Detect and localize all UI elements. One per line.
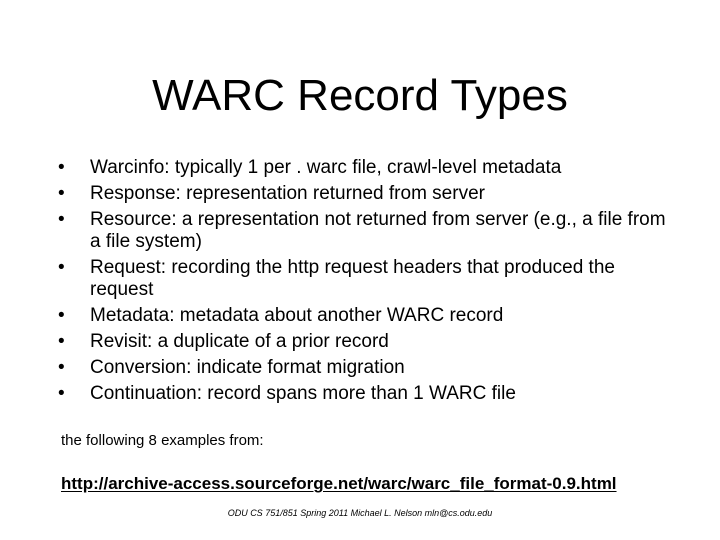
source-note: the following 8 examples from: <box>61 432 264 449</box>
list-item <box>58 331 668 353</box>
list-item <box>58 183 668 205</box>
bullet-icon: • <box>58 357 65 378</box>
slide-title: WARC Record Types <box>152 71 568 120</box>
bullet-list <box>58 157 668 409</box>
list-item <box>58 257 668 301</box>
bullet-icon: • <box>58 305 65 326</box>
bullet-icon: • <box>58 209 65 230</box>
bullet-icon: • <box>58 157 65 178</box>
bullet-icon: • <box>58 183 65 204</box>
slide-footer: ODU CS 751/851 Spring 2011 Michael L. Nelson mln@cs.odu.edu <box>227 508 493 518</box>
bullet-text: Conversion: indicate format migration <box>90 357 405 378</box>
list-item <box>58 209 668 253</box>
bullet-text: Response: representation returned from server <box>90 183 485 204</box>
bullet-text: Continuation: record spans more than 1 WARC file <box>90 383 516 404</box>
bullet-icon: • <box>58 257 65 278</box>
bullet-icon: • <box>58 331 65 352</box>
bullet-text: Revisit: a duplicate of a prior record <box>90 331 389 352</box>
source-link[interactable]: http://archive-access.sourceforge.net/warc/warc_file_format-0.9.html <box>61 474 617 493</box>
bullet-icon: • <box>58 383 65 404</box>
bullet-text: Request: recording the http request headers that produced the request <box>90 257 615 300</box>
list-item <box>58 357 668 379</box>
bullet-text: Resource: a representation not returned from server (e.g., a file from a file system) <box>90 209 666 252</box>
list-item <box>58 383 668 405</box>
list-item <box>58 305 668 327</box>
bullet-text: Metadata: metadata about another WARC record <box>90 305 504 326</box>
list-item <box>58 157 668 179</box>
bullet-text: Warcinfo: typically 1 per . warc file, crawl-level metadata <box>90 157 562 178</box>
